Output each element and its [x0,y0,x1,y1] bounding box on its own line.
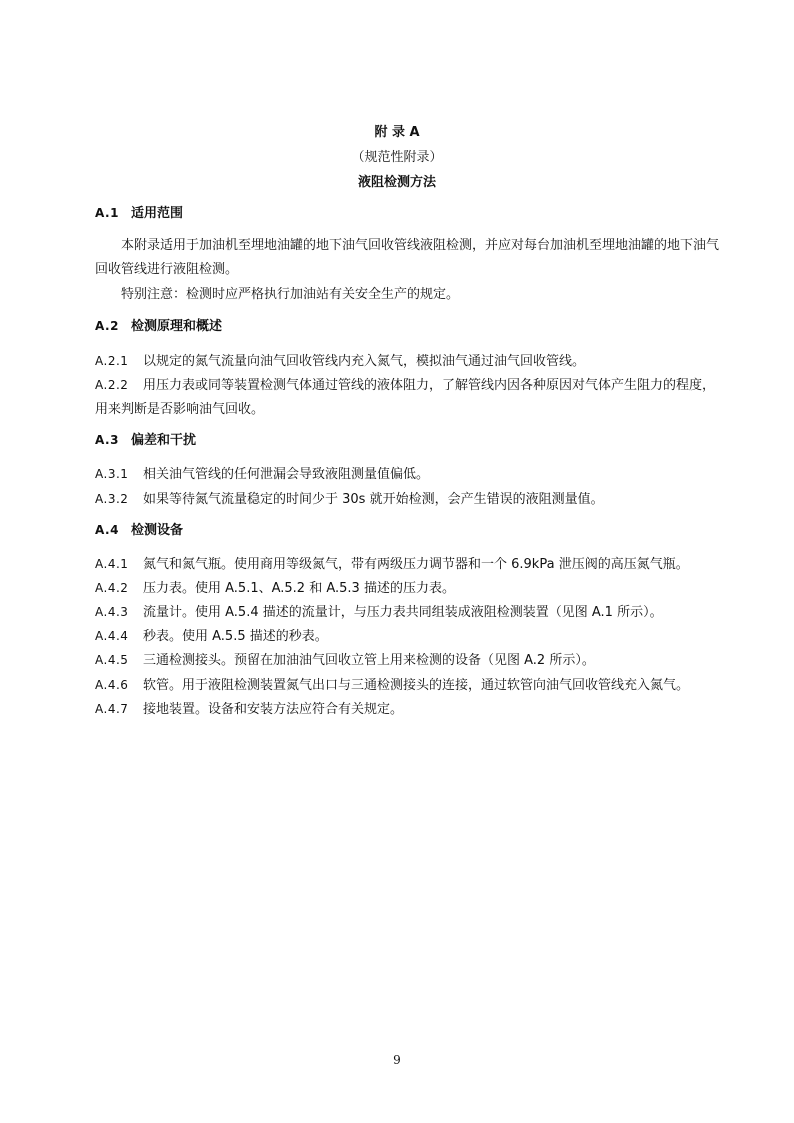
clause-text: 以规定的氮气流量向油气回收管线内充入氮气，模拟油气通过油气回收管线。 [143,354,586,369]
clause-text: 相关油气管线的任何泄漏会导致液阻测量值偏低。 [143,467,430,482]
section-heading-a2 [95,317,735,336]
clause-number: A.4.1 [95,557,129,571]
section-title: 检测原理和概述 [131,319,223,334]
section-title: 偏差和干扰 [131,433,197,448]
section-heading-a3 [95,431,735,450]
section-number: A.2 [95,319,119,333]
section-heading-a1 [95,204,735,223]
clause-number: A.3.2 [95,492,129,506]
clause-a4-6 [95,676,735,695]
page-number: 9 [393,1053,401,1067]
clause-number: A.4.6 [95,678,129,692]
clause-number: A.2.2 [95,378,129,392]
clause-number: A.2.1 [95,354,129,368]
clause-a4-2 [95,579,735,598]
clause-text: 软管。用于液阻检测装置氮气出口与三通检测接头的连接，通过软管向油气回收管线充入氮气。 [143,678,690,693]
clause-a3-1 [95,465,735,484]
paragraph-scope: 本附录适用于加油机至埋地油罐的地下油气回收管线液阻检测，并应对每台加油机至埋地油罐的地下油气回收管线进行液阻检测。 [95,238,720,277]
clause-text: 三通检测接头。预留在加油油气回收立管上用来检测的设备（见图 A.2 所示）。 [143,653,595,668]
clause-text: 用压力表或同等装置检测气体通过管线的液体阻力，了解管线内因各种原因对气体产生阻力的程度，用来判断是否影响油气回收。 [95,378,716,417]
clause-a4-7 [95,700,735,719]
section-heading-a4 [95,521,735,540]
section-number: A.1 [95,206,119,220]
clause-text: 秒表。使用 A.5.5 描述的秒表。 [143,629,328,644]
section-title: 适用范围 [131,206,184,221]
section-number: A.3 [95,433,119,447]
clause-number: A.4.2 [95,581,129,595]
clause-a4-1 [95,555,735,574]
clause-text: 如果等待氮气流量稳定的时间少于 30s 就开始检测，会产生错误的液阻测量值。 [143,492,604,507]
appendix-title: 附 录 A [374,125,420,140]
clause-text: 流量计。使用 A.5.4 描述的流量计，与压力表共同组装成液阻检测装置（见图 A.1 所示）。 [143,605,663,620]
appendix-name: 液阻检测方法 [357,175,436,190]
clause-number: A.4.4 [95,629,129,643]
clause-number: A.3.1 [95,467,129,481]
clause-text: 压力表。使用 A.5.1、A.5.2 和 A.5.3 描述的压力表。 [143,581,455,596]
clause-number: A.4.3 [95,605,129,619]
clause-number: A.4.7 [95,702,129,716]
section-title: 检测设备 [131,523,184,538]
clause-a4-3 [95,603,735,622]
clause-a2-2 [95,373,720,422]
clause-a4-4 [95,627,735,646]
clause-a2-1 [95,352,735,371]
paragraph-safety-note: 特别注意：检测时应严格执行加油站有关安全生产的规定。 [121,287,460,302]
clause-a4-5 [95,651,735,670]
clause-number: A.4.5 [95,653,129,667]
clause-text: 氮气和氮气瓶。使用商用等级氮气，带有两级压力调节器和一个 6.9kPa 泄压阀的高压氮气瓶。 [143,557,689,572]
section-number: A.4 [95,523,119,537]
clause-text: 接地装置。设备和安装方法应符合有关规定。 [143,702,404,717]
appendix-subtitle: （规范性附录） [351,150,443,165]
clause-a3-2 [95,490,735,509]
